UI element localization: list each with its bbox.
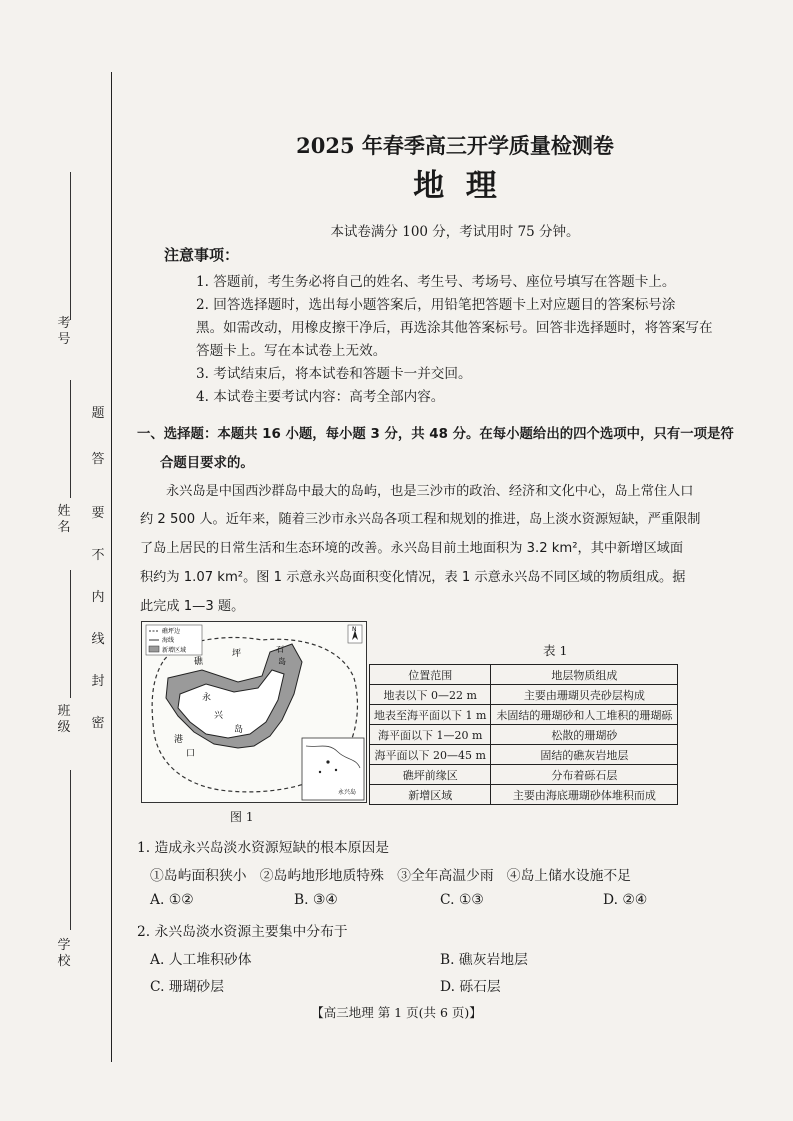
- table-cell: 新增区域: [370, 785, 491, 805]
- note-line: 3. 考试结束后，将本试卷和答题卡一并交回。: [196, 366, 472, 382]
- seal-char: 答: [91, 452, 105, 467]
- table-row: [370, 785, 678, 805]
- table-header-cell: 地层物质组成: [491, 665, 678, 685]
- exam-no-field-line: [70, 172, 71, 320]
- note-line: 2. 回答选择题时，选出每小题答案后，用铅笔把答题卡上对应题目的答案标号涂: [196, 297, 676, 313]
- map-legend: [146, 625, 202, 655]
- table-caption: 表 1: [543, 643, 568, 658]
- map-label: 岛: [234, 725, 244, 735]
- passage-line: 了岛上居民的日常生活和生态环境的改善。永兴岛目前土地面积为 3.2 km²，其中新增区域面: [140, 541, 684, 556]
- island-map: [141, 621, 367, 803]
- passage-line: 约 2 500 人。近年来，随着三沙市永兴岛各项工程和规划的推进，岛上淡水资源短缺，严重限制: [140, 512, 701, 527]
- table-cell: 海平面以下 1—20 m: [370, 725, 491, 745]
- table-row: [370, 765, 678, 785]
- option-d[interactable]: D. 砾石层: [440, 979, 501, 995]
- section-heading-cont: 合题目要求的。: [160, 456, 254, 471]
- table-cell: 海平面以下 20—45 m: [370, 745, 491, 765]
- option-b[interactable]: B. 礁灰岩地层: [440, 952, 528, 968]
- question-stem: 2. 永兴岛淡水资源主要集中分布于: [137, 924, 348, 940]
- question-stem: 1. 造成永兴岛淡水资源短缺的根本原因是: [137, 840, 390, 856]
- passage-line: 积约为 1.07 km²。图 1 示意永兴岛面积变化情况，表 1 示意永兴岛不同区域的物质组成。据: [140, 570, 686, 585]
- map-label: 兴: [214, 711, 224, 721]
- seal-char: 不: [91, 548, 105, 563]
- table-row: [370, 705, 678, 725]
- map-label: 石: [276, 645, 284, 654]
- table-cell: 未固结的珊瑚砂和人工堆积的珊瑚砾: [491, 705, 678, 725]
- question-statements: ①岛屿面积狭小 ②岛屿地形地质特殊 ③全年高温少雨 ④岛上储水设施不足: [150, 868, 631, 884]
- seal-char: 封: [91, 674, 105, 689]
- inset-label: 永兴岛: [338, 789, 357, 796]
- passage-line: 永兴岛是中国西沙群岛中最大的岛屿，也是三沙市的政治、经济和文化中心，岛上常住人口: [166, 484, 694, 499]
- name-field-line: [70, 380, 71, 498]
- north-arrow: [348, 625, 362, 643]
- seal-char: 题: [91, 406, 105, 421]
- table-row: [370, 725, 678, 745]
- passage-line: 此完成 1—3 题。: [140, 599, 245, 614]
- option-c[interactable]: C. ①③: [440, 892, 484, 908]
- note-line: 1. 答题前，考生务必将自己的姓名、考生号、考场号、座位号填写在答题卡上。: [196, 274, 676, 290]
- table-row: [370, 685, 678, 705]
- north-label: N: [352, 626, 357, 633]
- table-cell: 分布着砾石层: [491, 765, 678, 785]
- seal-char: 密: [91, 716, 105, 731]
- strata-table-wrap: [369, 664, 678, 805]
- option-a[interactable]: A. 人工堆积砂体: [150, 952, 252, 968]
- exam-info: 本试卷满分 100 分，考试用时 75 分钟。: [330, 224, 580, 240]
- legend-new-area: 新增区域: [162, 647, 187, 654]
- subject-title: 地 理: [413, 168, 497, 204]
- option-a[interactable]: A. ①②: [150, 892, 194, 908]
- legend-coastline: 海线: [162, 637, 175, 644]
- option-c[interactable]: C. 珊瑚砂层: [150, 979, 225, 995]
- legend-reef-edge: 礁坪边: [162, 628, 181, 635]
- table-header-row: [370, 665, 678, 685]
- table-cell: 礁坪前缘区: [370, 765, 491, 785]
- island-map-svg: [142, 622, 366, 802]
- map-label: 坪: [232, 649, 242, 659]
- binding-line: [111, 72, 112, 1062]
- table-cell: 地表至海平面以下 1 m: [370, 705, 491, 725]
- figure-caption: 图 1: [230, 810, 254, 824]
- note-line: 答题卡上。写在本试卷上无效。: [196, 343, 387, 359]
- map-label: 礁: [194, 657, 204, 667]
- table-cell: 松散的珊瑚砂: [491, 725, 678, 745]
- notes-heading: 注意事项：: [164, 246, 240, 264]
- inset-map: [302, 738, 364, 800]
- school-label: 学校: [57, 938, 71, 969]
- seal-char: 内: [91, 590, 105, 605]
- exam-title: 2025 年春季高三开学质量检测卷: [296, 133, 614, 158]
- table-cell: 固结的礁灰岩地层: [491, 745, 678, 765]
- table-cell: 主要由珊瑚贝壳砂层构成: [491, 685, 678, 705]
- map-label: 港: [174, 735, 184, 745]
- name-label: 姓名: [57, 504, 71, 535]
- note-line: 4. 本试卷主要考试内容：高考全部内容。: [196, 389, 445, 405]
- option-d[interactable]: D. ②④: [603, 892, 648, 908]
- school-field-line: [70, 770, 71, 930]
- section-heading: 一、选择题：本题共 16 小题，每小题 3 分，共 48 分。在每小题给出的四个选项中，只有一项是符: [137, 427, 734, 442]
- seal-char: 线: [91, 632, 105, 647]
- class-field-line: [70, 570, 71, 698]
- table-row: [370, 745, 678, 765]
- class-label: 班级: [57, 704, 71, 735]
- seal-char: 要: [91, 506, 105, 521]
- map-label: 口: [186, 749, 196, 759]
- table-cell: 地表以下 0—22 m: [370, 685, 491, 705]
- strata-table: [369, 664, 678, 805]
- map-label: 岛: [278, 657, 286, 666]
- option-b[interactable]: B. ③④: [294, 892, 338, 908]
- note-line: 黑。如需改动，用橡皮擦干净后，再选涂其他答案标号。回答非选择题时，将答案写在: [196, 320, 713, 336]
- exam-no-label: 考号: [57, 316, 71, 347]
- table-header-cell: 位置范围: [370, 665, 491, 685]
- page-footer: 【高三地理 第 1 页(共 6 页)】: [311, 1005, 482, 1020]
- map-label: 永: [202, 693, 212, 703]
- table-cell: 主要由海底珊瑚砂体堆积而成: [491, 785, 678, 805]
